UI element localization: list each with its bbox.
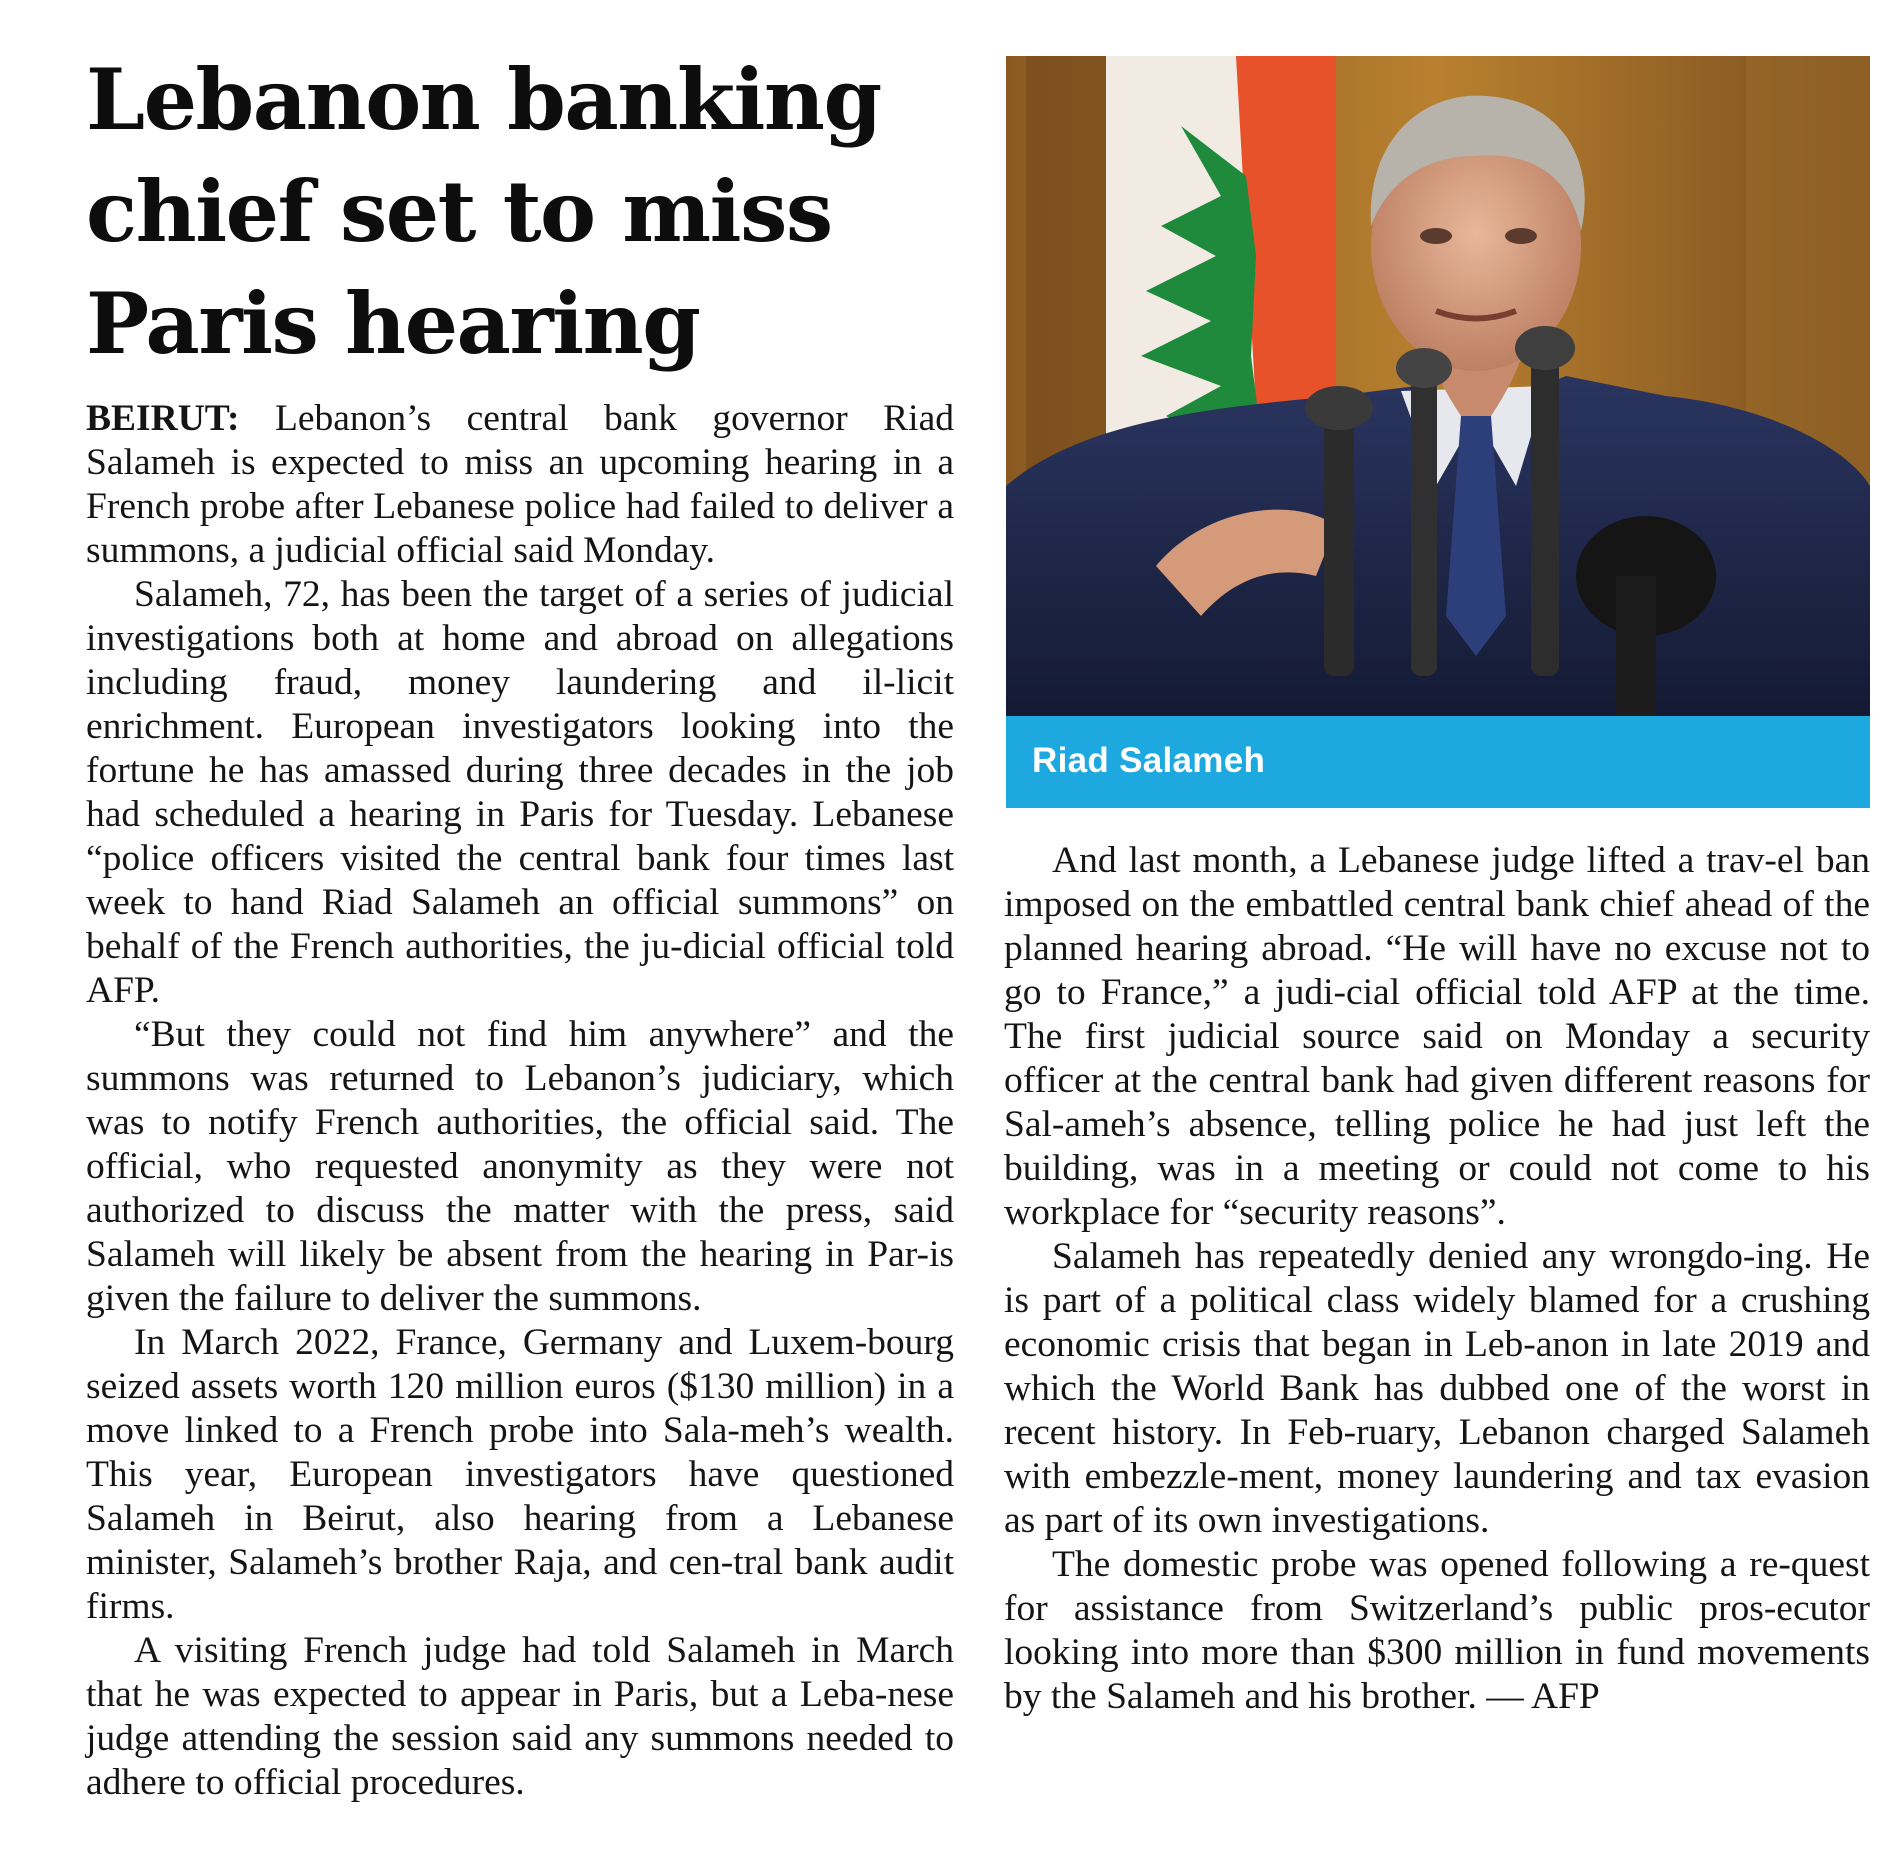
dateline: BEIRUT: — [86, 398, 240, 439]
article-body-right-column — [1004, 839, 1870, 1719]
photo-image — [1006, 56, 1870, 718]
paragraph: The domestic probe was opened following a re-quest for assistance from Switzerland’s public pros-ecutor looking into more than $300 million in fund movements by the Salameh and his brother. — AFP — [1004, 1544, 1870, 1717]
news-photo — [1006, 56, 1870, 780]
paragraph: A visiting French judge had told Salameh in March that he was expected to appear in Paris, but a Leba-nese judge attending the session said any summons needed to adhere to official procedures. — [86, 1630, 954, 1803]
photo-caption: Riad Salameh — [1032, 741, 1266, 780]
article-body-left-column — [86, 397, 954, 1805]
paragraph: Salameh, 72, has been the target of a series of judicial investigations both at home and abroad on allegations including fraud, money laundering and il-licit enrichment. European investigators looking into the fortune he has amassed during three decades in the job had scheduled a hearing in Paris for Tuesday. Lebanese “police officers visited the central bank four times last week to hand Riad Salameh an official summons” on behalf of the French authorities, the ju-dicial official told AFP. — [86, 574, 954, 1011]
paragraph: Salameh has repeatedly denied any wrongdo-ing. He is part of a political class widely blamed for a crushing economic crisis that began in Leb-anon in late 2019 and which the World Bank has dubbed one of the worst in recent history. In Feb-ruary, Lebanon charged Salameh with embezzle-ment, money laundering and tax evasion as part of its own investigations. — [1004, 1236, 1870, 1541]
paragraph: “But they could not find him anywhere” and the summons was returned to Lebanon’s judiciary, which was to notify French authorities, the official said. The official, who requested anonymity as they were not authorized to discuss the matter with the press, said Salameh will likely be absent from the hearing in Par-is given the failure to deliver the summons. — [86, 1014, 954, 1319]
paragraph — [86, 397, 954, 573]
paragraph: In March 2022, France, Germany and Luxem-bourg seized assets worth 120 million euros ($130 million) in a move linked to a French probe into Sala-meh’s wealth. This year, European investigators have questioned Salameh in Beirut, also hearing from a Lebanese minister, Salameh’s brother Raja, and cen-tral bank audit firms. — [86, 1322, 954, 1627]
paragraph-text: Lebanon’s central bank governor Riad Salameh is expected to miss an upcoming hearing in a French probe after Lebanese police had failed to deliver a summons, a judicial official said Monday. — [86, 398, 954, 571]
headline: Lebanon banking chief set to miss Paris hearing — [86, 50, 881, 373]
photo-caption-bar — [1006, 716, 1870, 808]
paragraph: And last month, a Lebanese judge lifted a trav-el ban imposed on the embattled central bank chief ahead of the planned hearing abroad. “He will have no excuse not to go to France,” a judi-cial official told AFP at the time. The first judicial source said on Monday a security officer at the central bank had given different reasons for Sal-ameh’s absence, telling police he had just left the building, was in a meeting or could not come to his workplace for “security reasons”. — [1004, 840, 1870, 1233]
